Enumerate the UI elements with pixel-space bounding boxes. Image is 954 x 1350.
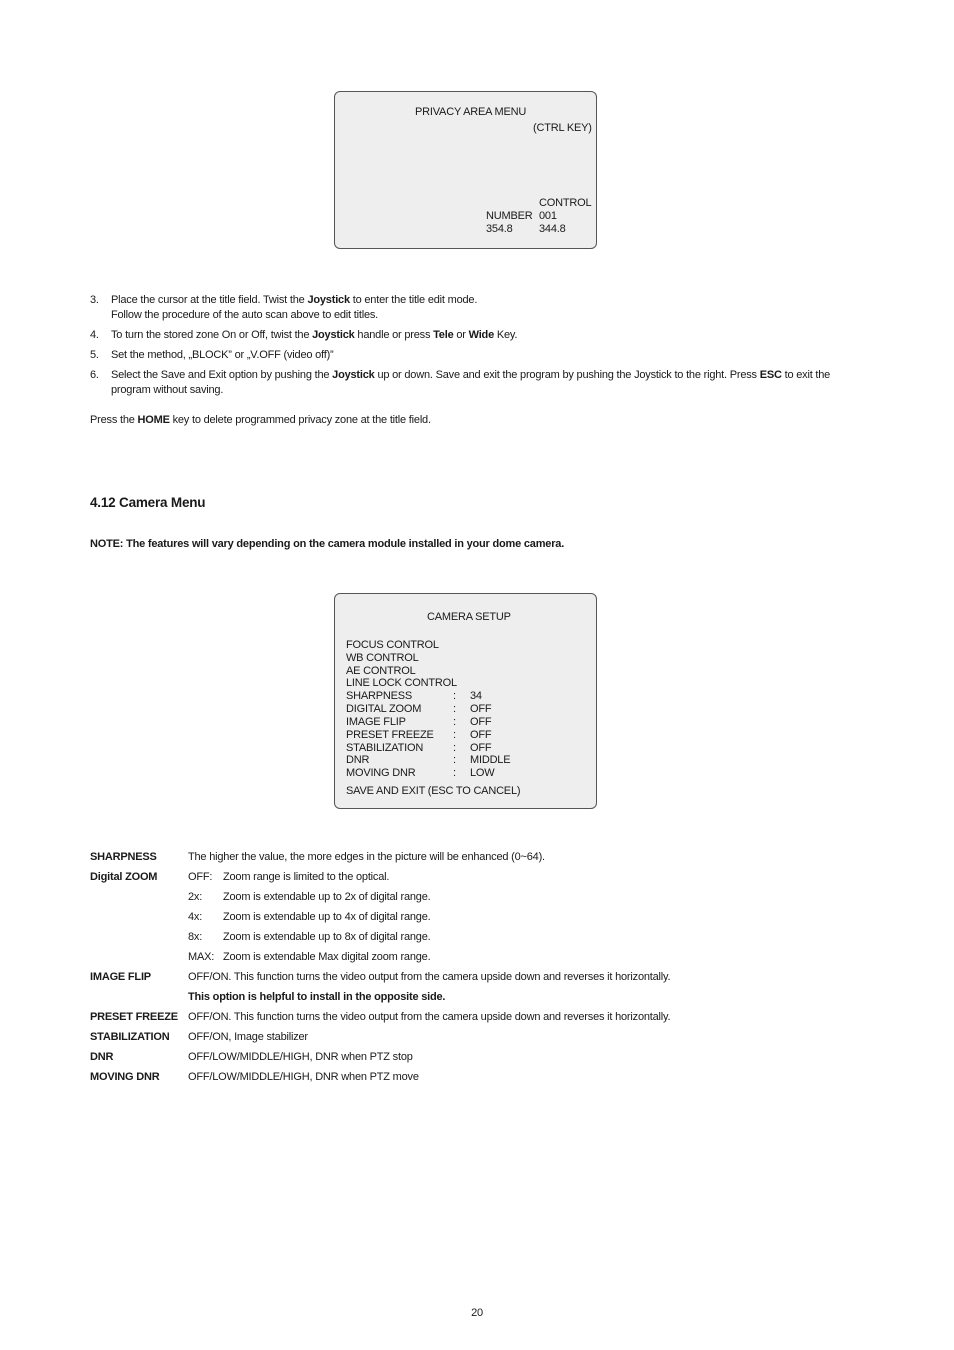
control-label: CONTROL: [539, 197, 592, 209]
desc-digital-zoom-2x: [90, 890, 850, 910]
page-number: 20: [471, 1307, 483, 1319]
desc-term: STABILIZATION: [90, 1031, 170, 1043]
desc-text: The higher the value, the more edges in the picture will be enhanced (0~64).: [188, 851, 545, 863]
privacy-menu-title: PRIVACY AREA MENU: [415, 106, 527, 118]
desc-moving-dnr: [90, 1070, 850, 1090]
step-text: to exit the: [781, 369, 831, 381]
desc-text: OFF/LOW/MIDDLE/HIGH, DNR when PTZ stop: [188, 1051, 413, 1063]
list-item: [90, 368, 850, 398]
desc-dnr: [90, 1050, 850, 1070]
setting-label: DIGITAL ZOOM: [346, 703, 422, 715]
setting-value: OFF: [470, 716, 492, 728]
desc-term: DNR: [90, 1051, 114, 1063]
setting-stabilization: [346, 742, 492, 754]
setting-sharpness: [346, 690, 482, 702]
desc-term: MOVING DNR: [90, 1071, 160, 1083]
menu-item-ae-control: AE CONTROL: [346, 665, 416, 677]
setting-image-flip: [346, 716, 492, 728]
desc-term: SHARPNESS: [90, 851, 157, 863]
desc-image-flip-note: [90, 990, 850, 1010]
desc-prefix: 4x:: [188, 911, 203, 923]
step-text: Follow the procedure of the auto scan above to edit titles.: [111, 309, 379, 321]
step-text: handle or press: [354, 329, 434, 341]
desc-prefix: MAX:: [188, 951, 215, 963]
step-number: 3.: [90, 294, 99, 306]
desc-term: Digital ZOOM: [90, 871, 158, 883]
setting-label: STABILIZATION: [346, 742, 424, 754]
step-number: 6.: [90, 369, 99, 381]
right-value: 344.8: [539, 223, 566, 235]
desc-digital-zoom-max: [90, 950, 850, 970]
setting-value: LOW: [470, 767, 495, 779]
setting-colon: :: [453, 716, 456, 728]
setting-value: OFF: [470, 742, 492, 754]
setting-value: OFF: [470, 703, 492, 715]
setting-label: PRESET FREEZE: [346, 729, 434, 741]
desc-text: Zoom is extendable up to 2x of digital range.: [223, 891, 431, 903]
step-bold: Wide: [468, 329, 494, 341]
step-text: or: [453, 329, 469, 341]
desc-prefix: 2x:: [188, 891, 203, 903]
setting-colon: :: [453, 729, 456, 741]
number-label: NUMBER: [486, 210, 533, 222]
menu-item-wb-control: WB CONTROL: [346, 652, 419, 664]
step-text: To turn the stored zone On or Off, twist the: [111, 329, 313, 341]
privacy-area-menu-box: [334, 91, 597, 249]
step-number: 5.: [90, 349, 99, 361]
setting-label: IMAGE FLIP: [346, 716, 406, 728]
list-item: [90, 328, 850, 343]
desc-bold-note: This option is helpful to install in the opposite side.: [188, 991, 446, 1003]
setting-digital-zoom: [346, 703, 492, 715]
number-value: 001: [539, 210, 557, 222]
desc-prefix: 8x:: [188, 931, 203, 943]
step-bold: Tele: [433, 329, 454, 341]
setting-moving-dnr: [346, 767, 495, 779]
setting-label: SHARPNESS: [346, 690, 413, 702]
setting-colon: :: [453, 690, 456, 702]
section-heading: 4.12 Camera Menu: [90, 495, 206, 510]
setting-colon: :: [453, 767, 456, 779]
desc-text: Zoom range is limited to the optical.: [223, 871, 390, 883]
camera-menu-title: CAMERA SETUP: [427, 611, 511, 623]
desc-text: OFF/LOW/MIDDLE/HIGH, DNR when PTZ move: [188, 1071, 419, 1083]
step-text: Select the Save and Exit option by pushing the: [111, 369, 333, 381]
step-bold: Joystick: [312, 329, 355, 341]
setting-colon: :: [453, 754, 456, 766]
desc-text: OFF/ON. This function turns the video output from the camera upside down and reverses it horizontally.: [188, 1011, 671, 1023]
desc-term: IMAGE FLIP: [90, 971, 151, 983]
setting-colon: :: [453, 742, 456, 754]
step-text: Key.: [494, 329, 518, 341]
left-value: 354.8: [486, 223, 513, 235]
list-item: [90, 293, 850, 323]
steps-list: [90, 293, 850, 403]
desc-text: Zoom is extendable Max digital zoom range.: [223, 951, 431, 963]
desc-sharpness: [90, 850, 850, 870]
camera-setup-menu-box: [334, 593, 597, 809]
list-item: [90, 348, 850, 363]
desc-text: Zoom is extendable up to 8x of digital range.: [223, 931, 431, 943]
setting-value: MIDDLE: [470, 754, 511, 766]
step-text: up or down. Save and exit the program by pushing the Joystick to the right. Press: [374, 369, 760, 381]
step-bold: ESC: [759, 369, 782, 381]
desc-image-flip: [90, 970, 850, 990]
setting-value: OFF: [470, 729, 492, 741]
note-text: NOTE: The features will vary depending on the camera module installed in your dome camera.: [90, 538, 565, 550]
desc-text: OFF/ON, Image stabilizer: [188, 1031, 308, 1043]
step-number: 4.: [90, 329, 99, 341]
desc-text: OFF/ON. This function turns the video output from the camera upside down and reverses it horizontally.: [188, 971, 671, 983]
setting-colon: :: [453, 703, 456, 715]
desc-digital-zoom: [90, 870, 850, 890]
menu-item-focus-control: FOCUS CONTROL: [346, 639, 439, 651]
setting-dnr: [346, 754, 511, 766]
step-bold: Joystick: [307, 294, 350, 306]
step-text: Place the cursor at the title field. Twist the: [111, 294, 308, 306]
menu-item-line-lock-control: LINE LOCK CONTROL: [346, 677, 457, 689]
step-text: program without saving.: [111, 384, 224, 396]
setting-label: MOVING DNR: [346, 767, 416, 779]
step-text: to enter the title edit mode.: [349, 294, 478, 306]
ctrl-key-label: (CTRL KEY): [533, 122, 592, 134]
home-note-text: Press the: [90, 414, 138, 426]
feature-descriptions: [90, 850, 850, 1090]
home-note: [90, 414, 431, 426]
desc-text: Zoom is extendable up to 4x of digital range.: [223, 911, 431, 923]
step-text: Set the method, „BLOCK” or „V.OFF (video off)”: [111, 349, 334, 361]
desc-prefix: OFF:: [188, 871, 213, 883]
desc-term: PRESET FREEZE: [90, 1011, 178, 1023]
desc-stabilization: [90, 1030, 850, 1050]
desc-digital-zoom-4x: [90, 910, 850, 930]
home-key-label: HOME: [137, 414, 170, 426]
setting-preset-freeze: [346, 729, 492, 741]
setting-label: DNR: [346, 754, 370, 766]
desc-digital-zoom-8x: [90, 930, 850, 950]
desc-preset-freeze: [90, 1010, 850, 1030]
save-exit-label: SAVE AND EXIT (ESC TO CANCEL): [346, 785, 521, 797]
setting-value: 34: [470, 690, 482, 702]
step-bold: Joystick: [332, 369, 375, 381]
home-note-text: key to delete programmed privacy zone at the title field.: [169, 414, 431, 426]
